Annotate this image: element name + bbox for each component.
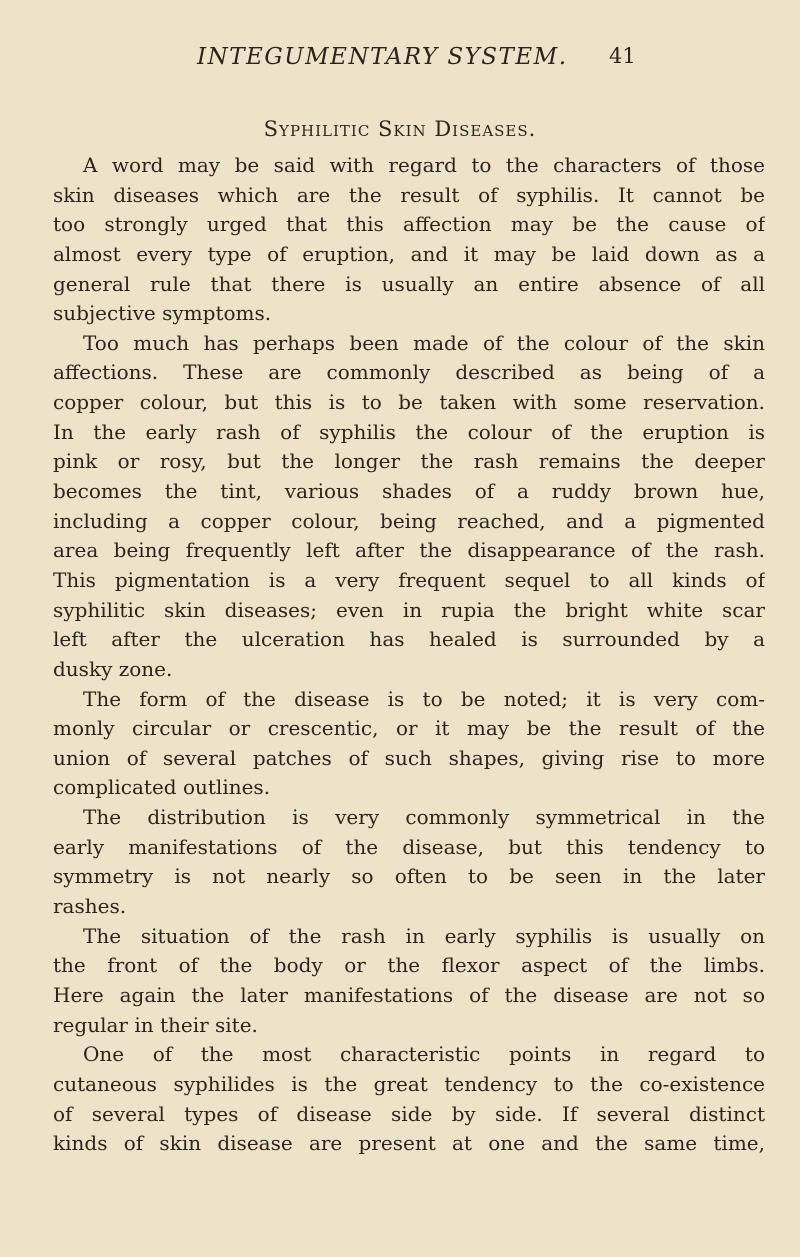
- text-line: Too much has perhaps been made of the colour of the skin: [83, 330, 765, 355]
- text-line: syphilitic skin diseases; even in rupia the bright white scar: [53, 597, 765, 622]
- running-title: INTEGUMENTARY SYSTEM.: [197, 44, 568, 70]
- text-line: The distribution is very commonly symmetrical in the: [83, 805, 765, 830]
- text-line: subjective symptoms.: [53, 301, 272, 326]
- text-line: left after the ulceration has healed is surrounded by a: [53, 627, 765, 652]
- text-line: pink or rosy, but the longer the rash remains the deeper: [53, 449, 765, 474]
- text-line: complicated outlines.: [53, 775, 271, 800]
- text-line: union of several patches of such shapes, giving rise to more: [53, 745, 765, 770]
- text-line: early manifestations of the disease, but this tendency to: [53, 834, 765, 859]
- text-line: symmetry is not nearly so often to be seen in the later: [53, 864, 765, 889]
- text-line: too strongly urged that this affection may be the cause of: [53, 212, 765, 237]
- text-line: skin diseases which are the result of syphilis. It cannot be: [53, 182, 765, 207]
- text-line: rashes.: [53, 894, 127, 919]
- text-line: This pigmentation is a very frequent sequel to all kinds of: [53, 567, 765, 592]
- section-heading: Syphilitic Skin Diseases.: [263, 117, 537, 141]
- text-line: dusky zone.: [53, 656, 173, 681]
- text-line: regular in their site.: [53, 1012, 258, 1037]
- text-line: The form of the disease is to be noted; it is very com-: [83, 686, 765, 711]
- text-line: including a copper colour, being reached, and a pigmented: [53, 508, 765, 533]
- text-line: copper colour, but this is to be taken with some reservation.: [53, 390, 765, 415]
- page-number: 41: [609, 44, 636, 68]
- text-line: general rule that there is usually an entire absence of all: [53, 271, 765, 296]
- text-line: the front of the body or the flexor aspect of the limbs.: [53, 953, 765, 978]
- text-line: One of the most characteristic points in regard to: [83, 1042, 765, 1067]
- text-line: of several types of disease side by side. If several distinct: [53, 1101, 765, 1126]
- text-line: monly circular or crescentic, or it may be the result of the: [53, 716, 765, 741]
- text-line: affections. These are commonly described as being of a: [53, 360, 765, 385]
- running-head: [0, 44, 800, 76]
- text-line: Here again the later manifestations of the disease are not so: [53, 982, 765, 1007]
- text-line: kinds of skin disease are present at one and the same time,: [53, 1131, 765, 1156]
- text-line: A word may be said with regard to the characters of those: [83, 153, 765, 177]
- text-line: The situation of the rash in early syphilis is usually on: [83, 923, 765, 948]
- text-line: becomes the tint, various shades of a ruddy brown hue,: [53, 479, 765, 504]
- text-line: cutaneous syphilides is the great tendency to the co-existence: [53, 1071, 765, 1096]
- text-line: almost every type of eruption, and it may be laid down as a: [53, 241, 765, 266]
- text-line: area being frequently left after the disappearance of the rash.: [53, 538, 765, 563]
- text-line: In the early rash of syphilis the colour of the eruption is: [53, 419, 765, 444]
- body-text: [53, 151, 765, 1159]
